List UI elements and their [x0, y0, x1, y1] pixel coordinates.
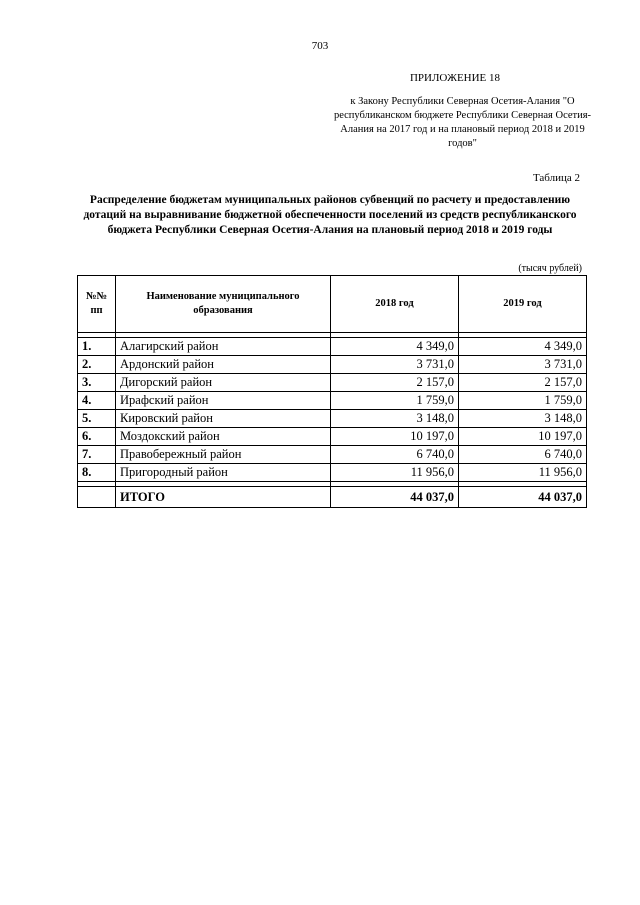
row-value-2019: 6 740,0 [459, 446, 587, 464]
row-municipality: Дигорский район [116, 374, 331, 392]
header-year-2019: 2019 год [459, 276, 587, 333]
table-header-row [78, 276, 587, 333]
row-value-2018: 11 956,0 [331, 464, 459, 482]
total-row [78, 487, 587, 508]
table-row [78, 356, 587, 374]
appendix-title: ПРИЛОЖЕНИЕ 18 [409, 72, 501, 84]
row-value-2018: 2 157,0 [331, 374, 459, 392]
subsidy-table [77, 275, 587, 508]
header-number: №№ пп [78, 276, 116, 333]
table-row [78, 446, 587, 464]
row-municipality: Ардонский район [116, 356, 331, 374]
row-value-2019: 1 759,0 [459, 392, 587, 410]
total-value-2019: 44 037,0 [459, 487, 587, 508]
row-value-2018: 10 197,0 [331, 428, 459, 446]
header-municipality-name: Наименование муниципального образования [116, 276, 331, 333]
row-value-2018: 4 349,0 [331, 338, 459, 356]
document-heading: Распределение бюджетам муниципальных районов субвенций по расчету и предоставлению дотаций на выравнивание бюджетной обеспеченности поселений из средств республиканского бюджета Республики Северная Осетия-Алания на плановый период 2018 и 2019 годы [83, 194, 577, 236]
row-value-2019: 4 349,0 [459, 338, 587, 356]
table-label: Таблица 2 [532, 172, 580, 184]
row-number: 8. [78, 464, 116, 482]
row-number: 4. [78, 392, 116, 410]
row-value-2018: 3 148,0 [331, 410, 459, 428]
row-value-2018: 6 740,0 [331, 446, 459, 464]
row-value-2019: 10 197,0 [459, 428, 587, 446]
row-municipality: Кировский район [116, 410, 331, 428]
appendix-reference: к Закону Республики Северная Осетия-Алания "О республиканском бюджете Республики Северная Осетия-Алания на 2017 год и на плановый период 2018 и 2019 годов" [333, 96, 592, 149]
row-value-2019: 3 731,0 [459, 356, 587, 374]
row-municipality: Алагирский район [116, 338, 331, 356]
table-row [78, 410, 587, 428]
row-value-2018: 1 759,0 [331, 392, 459, 410]
units-note: (тысяч рублей) [518, 263, 582, 274]
row-number: 2. [78, 356, 116, 374]
total-label: ИТОГО [116, 487, 331, 508]
table-row [78, 338, 587, 356]
row-municipality: Ирафский район [116, 392, 331, 410]
table-row [78, 464, 587, 482]
table-row [78, 374, 587, 392]
table-row [78, 392, 587, 410]
row-number: 6. [78, 428, 116, 446]
row-value-2019: 3 148,0 [459, 410, 587, 428]
row-number: 7. [78, 446, 116, 464]
table-row [78, 428, 587, 446]
total-value-2018: 44 037,0 [331, 487, 459, 508]
header-year-2018: 2018 год [331, 276, 459, 333]
row-municipality: Правобережный район [116, 446, 331, 464]
row-number: 3. [78, 374, 116, 392]
row-municipality: Моздокский район [116, 428, 331, 446]
row-value-2019: 2 157,0 [459, 374, 587, 392]
row-number: 5. [78, 410, 116, 428]
row-value-2018: 3 731,0 [331, 356, 459, 374]
total-number-cell [78, 487, 116, 508]
row-value-2019: 11 956,0 [459, 464, 587, 482]
row-number: 1. [78, 338, 116, 356]
page-number: 703 [311, 40, 329, 52]
row-municipality: Пригородный район [116, 464, 331, 482]
